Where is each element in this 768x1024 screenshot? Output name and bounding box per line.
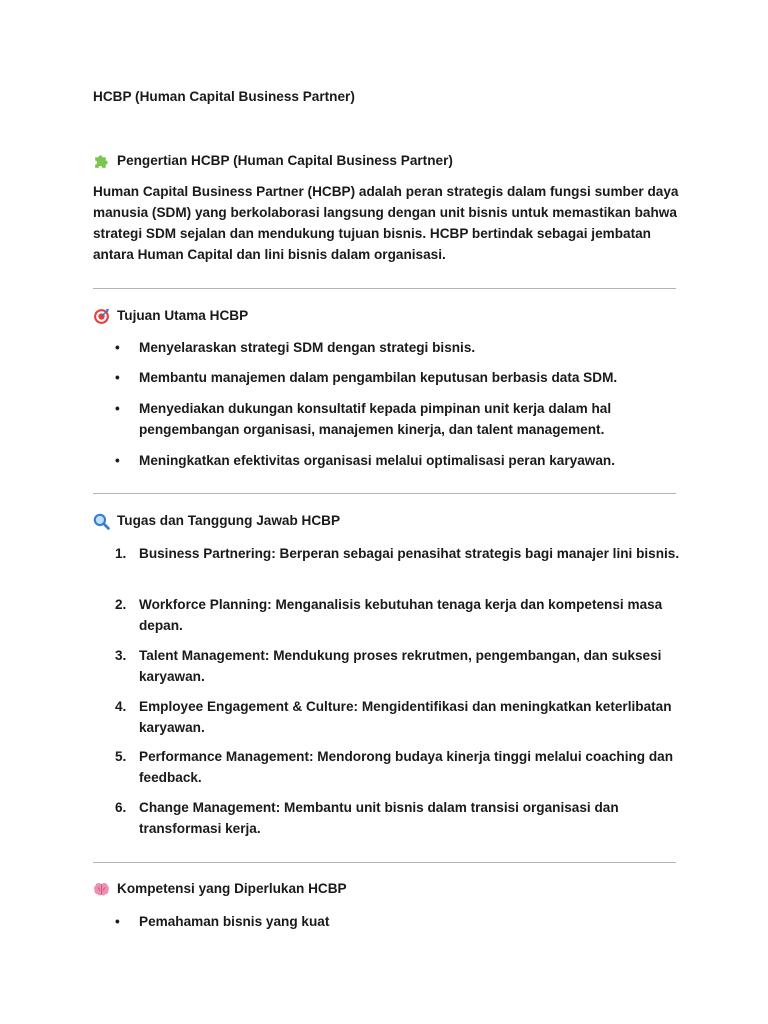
list-item [93,746,683,788]
list-item [93,450,683,471]
list-item-text: Menyediakan dukungan konsultatif kepada pimpinan unit kerja dalam hal pengembangan organisasi, manajemen kinerja, dan talent management. [139,401,612,437]
magnifier-icon [93,513,110,530]
section-heading-label: Tugas dan Tanggung Jawab HCBP [117,513,341,528]
section-heading-label: Kompetensi yang Diperlukan HCBP [117,881,347,896]
number-marker: 2. [115,597,127,612]
section-heading-tujuan [93,307,248,325]
list-item [93,398,683,440]
list-item-text: Employee Engagement & Culture: Mengidentifikasi dan meningkatkan keterlibatan karyawan. [139,699,672,735]
list-item-text: Change Management: Membantu unit bisnis dalam transisi organisasi dan transformasi kerja. [139,800,619,836]
section-heading-kompetensi [93,880,347,898]
section-heading-label: Tujuan Utama HCBP [117,308,249,323]
bullet-marker: • [115,914,120,929]
list-item [93,911,683,932]
section-heading-label: Pengertian HCBP (Human Capital Business Partner) [117,153,453,168]
number-marker: 3. [115,648,127,663]
number-marker: 1. [115,546,127,561]
brain-icon [93,881,110,898]
divider [93,493,676,494]
list-item [93,645,683,687]
number-marker: 4. [115,699,127,714]
list-item [93,337,683,358]
bullet-marker: • [115,453,120,468]
puzzle-icon [93,153,110,170]
document-title: HCBP (Human Capital Business Partner) [93,89,355,104]
list-item [93,367,683,388]
definition-paragraph: Human Capital Business Partner (HCBP) adalah peran strategis dalam fungsi sumber daya manusia (SDM) yang berkolaborasi langsung dengan unit bisnis untuk memastikan bahwa strategi SDM sejalan dan mendukung tujuan bisnis. HCBP bertindak sebagai jembatan antara Human Capital dan lini bisnis dalam organisasi. [93,184,679,262]
number-marker: 6. [115,800,127,815]
divider [93,288,676,289]
list-item [93,797,683,839]
bullet-marker: • [115,370,120,385]
section-heading-tugas [93,512,340,530]
number-marker: 5. [115,749,127,764]
divider [93,862,676,863]
list-item-text: Meningkatkan efektivitas organisasi melalui optimalisasi peran karyawan. [139,453,615,468]
list-item-text: Business Partnering: Berperan sebagai penasihat strategis bagi manajer lini bisnis. [139,546,680,561]
list-item-text: Menyelaraskan strategi SDM dengan strategi bisnis. [139,340,476,355]
list-item-text: Membantu manajemen dalam pengambilan keputusan berbasis data SDM. [139,370,618,385]
target-icon [93,308,110,325]
list-item [93,594,683,636]
bullet-marker: • [115,340,120,355]
list-item-text: Pemahaman bisnis yang kuat [139,914,330,929]
section-heading-pengertian [93,152,453,170]
list-item [93,543,683,564]
list-item-text: Talent Management: Mendukung proses rekrutmen, pengembangan, dan suksesi karyawan. [139,648,662,684]
bullet-marker: • [115,401,120,416]
list-item [93,696,683,738]
list-item-text: Performance Management: Mendorong budaya kinerja tinggi melalui coaching dan feedback. [139,749,674,785]
list-item-text: Workforce Planning: Menganalisis kebutuhan tenaga kerja dan kompetensi masa depan. [139,597,663,633]
